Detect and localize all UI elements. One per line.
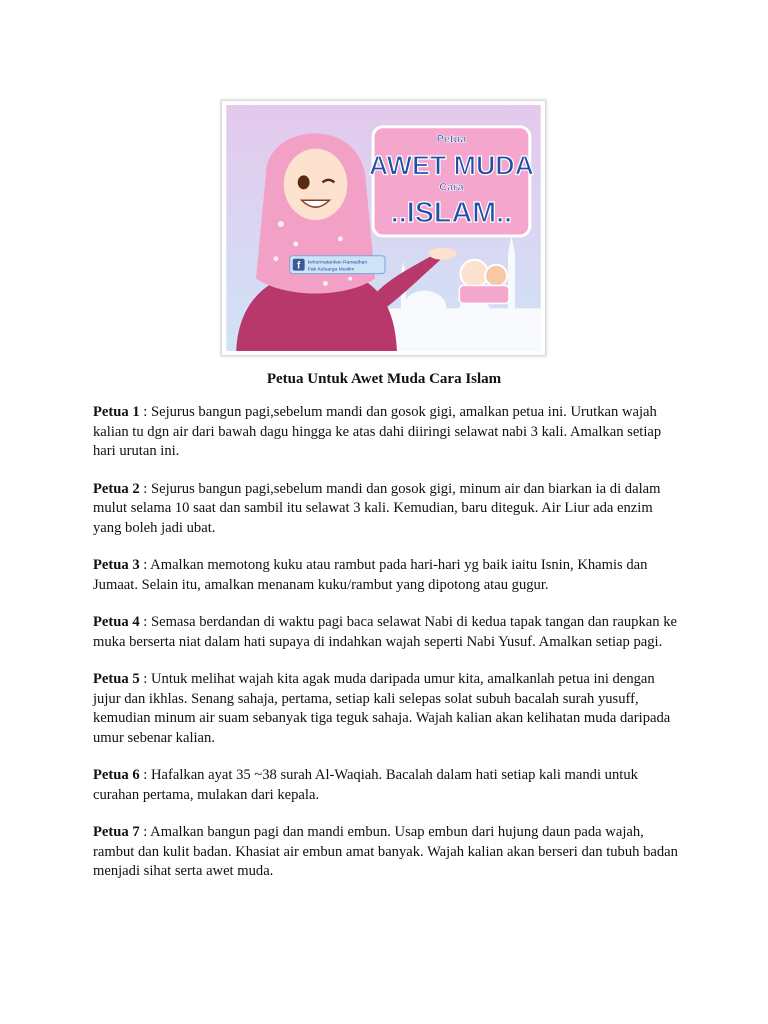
girl-face bbox=[284, 149, 347, 220]
tip-2: Petua 2 : Sejurus bangun pagi,sebelum mandi dan gosok gigi, minum air dan biarkan ia di dalam mulut selama 10 saat dan sambil itu selawat 3 kali. Kemudian, baru diteguk. Air Liur ada enzim yang boleh jadi ubat. bbox=[93, 480, 661, 536]
tip-label: Petua 7 bbox=[93, 824, 140, 840]
tip-label: Petua 2 bbox=[93, 480, 140, 497]
fb-handle: kehormatankan Ramadhan bbox=[307, 260, 368, 266]
poster-line2: AWET MUDA bbox=[368, 150, 534, 181]
poster-image bbox=[221, 100, 546, 356]
poster-line4: ..ISLAM.. bbox=[390, 197, 513, 230]
tip-4: Petua 4 : Semasa berdandan di waktu pagi baca selawat Nabi di kedua tapak tangan dan raupkan ke muka berserta niat dalam hati supaya di indahkan wajah seperti Nabi Yusuf. Amalkan setiap pagi. bbox=[93, 614, 677, 650]
tip-label: Petua 5 bbox=[93, 671, 140, 687]
tip-text: Untuk melihat wajah kita agak muda daripada umur kita, amalkanlah petua ini dengan jujur dan ikhlas. Senang sahaja, pertama, setiap kali selepas solat subuh bacalah surah yusuff, kemudian minum air suam sebanyak tiga teguk sahaja. Wajah kalian akan kelihatan muda daripada umur sebenar kalian. bbox=[93, 671, 671, 746]
tip-label: Petua 6 bbox=[93, 767, 140, 783]
tip-text: Amalkan bangun pagi dan mandi embun. Usap embun dari hujung daun pada wajah, rambut dan kulit badan. Khasiat air embun amat banyak. Wajah kalian akan berseri dan tubuh badan menjadi sihat serta awet muda. bbox=[93, 824, 678, 879]
tip-1: Petua 1 : Sejurus bangun pagi,sebelum mandi dan gosok gigi, amalkan petua ini. Urutkan wajah kalian tu dgn air dari bawah dagu hingga ke atas dahi diiringi selawat nabi 3 kali. Amalkan setiap hari urutan ini. bbox=[93, 404, 662, 459]
tip-label: Petua 3 bbox=[93, 557, 140, 573]
poster-illustration bbox=[226, 105, 541, 351]
tip-text: Amalkan memotong kuku atau rambut pada hari-hari yg baik iaitu Isnin, Khamis dan Jumaat. Selain itu, amalkan menanam kuku/rambut yang dipotong atau gugur. bbox=[93, 557, 648, 593]
family-logo bbox=[460, 260, 488, 288]
svg-text:f: f bbox=[297, 260, 301, 272]
tip-label: Petua 4 bbox=[93, 614, 140, 630]
tip-6: Petua 6 : Hafalkan ayat 35 ~38 surah Al-Waqiah. Bacalah dalam hati setiap kali mandi untuk curahan pertama, mulakan dari kepala. bbox=[93, 767, 638, 803]
tip-text: Hafalkan ayat 35 ~38 surah Al-Waqiah. Bacalah dalam hati setiap kali mandi untuk curahan pertama, mulakan dari kepala. bbox=[93, 767, 638, 803]
poster-line3: Cara bbox=[439, 181, 464, 194]
tip-text: Semasa berdandan di waktu pagi baca selawat Nabi di kedua tapak tangan dan raupkan ke muka berserta niat dalam hati supaya di indahkan wajah seperti Nabi Yusuf. Amalkan setiap pagi. bbox=[93, 614, 677, 650]
poster-line1: Petua bbox=[436, 133, 467, 146]
tip-7: Petua 7 : Amalkan bangun pagi dan mandi embun. Usap embun dari hujung daun pada wajah, rambut dan kulit badan. Khasiat air embun amat banyak. Wajah kalian akan berseri dan tubuh badan menjadi sihat serta awet muda. bbox=[93, 824, 678, 879]
document-title: Petua Untuk Awet Muda Cara Islam bbox=[266, 371, 502, 387]
tip-text: Sejurus bangun pagi,sebelum mandi dan gosok gigi, amalkan petua ini. Urutkan wajah kalian tu dgn air dari bawah dagu hingga ke atas dahi diiringi selawat nabi 3 kali. Amalkan setiap hari urutan ini. bbox=[93, 404, 662, 459]
fb-subtitle: Pak Keluarga Muslim bbox=[307, 267, 355, 273]
tip-text: Sejurus bangun pagi,sebelum mandi dan gosok gigi, minum air dan biarkan ia di dalam mulut selama 10 saat dan sambil itu selawat 3 kali. Kemudian, baru diteguk. Air Liur ada enzim yang boleh jadi ubat. bbox=[93, 480, 661, 536]
tip-5: Petua 5 : Untuk melihat wajah kita agak muda daripada umur kita, amalkanlah petua ini dengan jujur dan ikhlas. Senang sahaja, pertama, setiap kali selepas solat subuh bacalah surah yusuff, kemudian minum air suam sebanyak tiga teguk sahaja. Wajah kalian akan kelihatan muda daripada umur sebenar kalian. bbox=[93, 671, 671, 746]
tip-label: Petua 1 bbox=[93, 404, 140, 420]
tip-3: Petua 3 : Amalkan memotong kuku atau rambut pada hari-hari yg baik iaitu Isnin, Khamis dan Jumaat. Selain itu, amalkan menanam kuku/rambut yang dipotong atau gugur. bbox=[93, 557, 648, 593]
tips-list bbox=[93, 403, 683, 900]
